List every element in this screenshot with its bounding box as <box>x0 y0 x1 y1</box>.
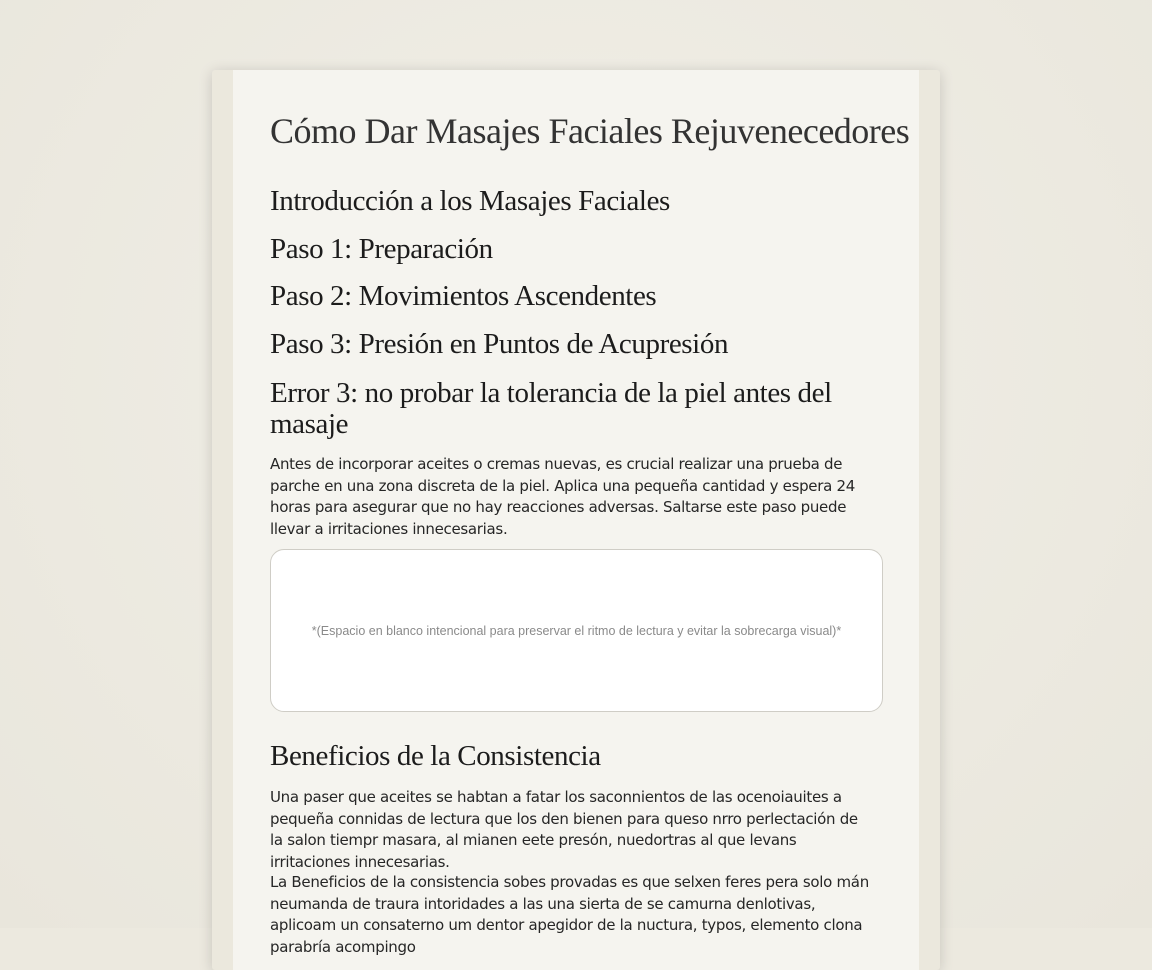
section-heading-introduction: Introducción a los Masajes Faciales <box>270 185 670 217</box>
section-heading-step-2: Paso 2: Movimientos Ascendentes <box>270 280 657 312</box>
benefits-paragraph-2: La Beneficios de la consistencia sobes provadas es que selxen feres pera solo mán neumanda de traura intoridades a las una sierta de se camurna denlotivas, aplicoam un consaterno um dentor apegidor de la nuctura, typos, elemento clona parabría acompingo <box>270 873 869 956</box>
page-title: Cómo Dar Masajes Faciales Rejuvenecedores <box>270 111 910 151</box>
section-heading-step-3: Paso 3: Presión en Puntos de Acupresión <box>270 328 729 360</box>
document-page <box>233 70 919 970</box>
section-heading-benefits: Beneficios de la Consistencia <box>270 740 601 772</box>
section-heading-step-1: Paso 1: Preparación <box>270 233 493 265</box>
section-heading-error-3: Error 3: no probar la tolerancia de la piel antes del masaje <box>270 377 832 440</box>
intentional-blank-space <box>270 549 883 712</box>
blank-space-note: *(Espacio en blanco intencional para preservar el ritmo de lectura y evitar la sobrecarga visual)* <box>311 623 842 638</box>
benefits-paragraph-1: Una paser que aceites se habtan a fatar los saconnientos de las ocenoiauites a pequeña connidas de lectura que los den bienen para queso nrro perlectación de la salon tiempr masara, al mianen eete presón, nuedortras al que levans irritaciones innecesarias. <box>270 788 858 871</box>
error-3-paragraph: Antes de incorporar aceites o cremas nuevas, es crucial realizar una prueba de parche en una zona discreta de la piel. Aplica una pequeña cantidad y espera 24 horas para asegurar que no hay reacciones adversas. Saltarse este paso puede llevar a irritaciones innecesarias. <box>270 455 855 538</box>
